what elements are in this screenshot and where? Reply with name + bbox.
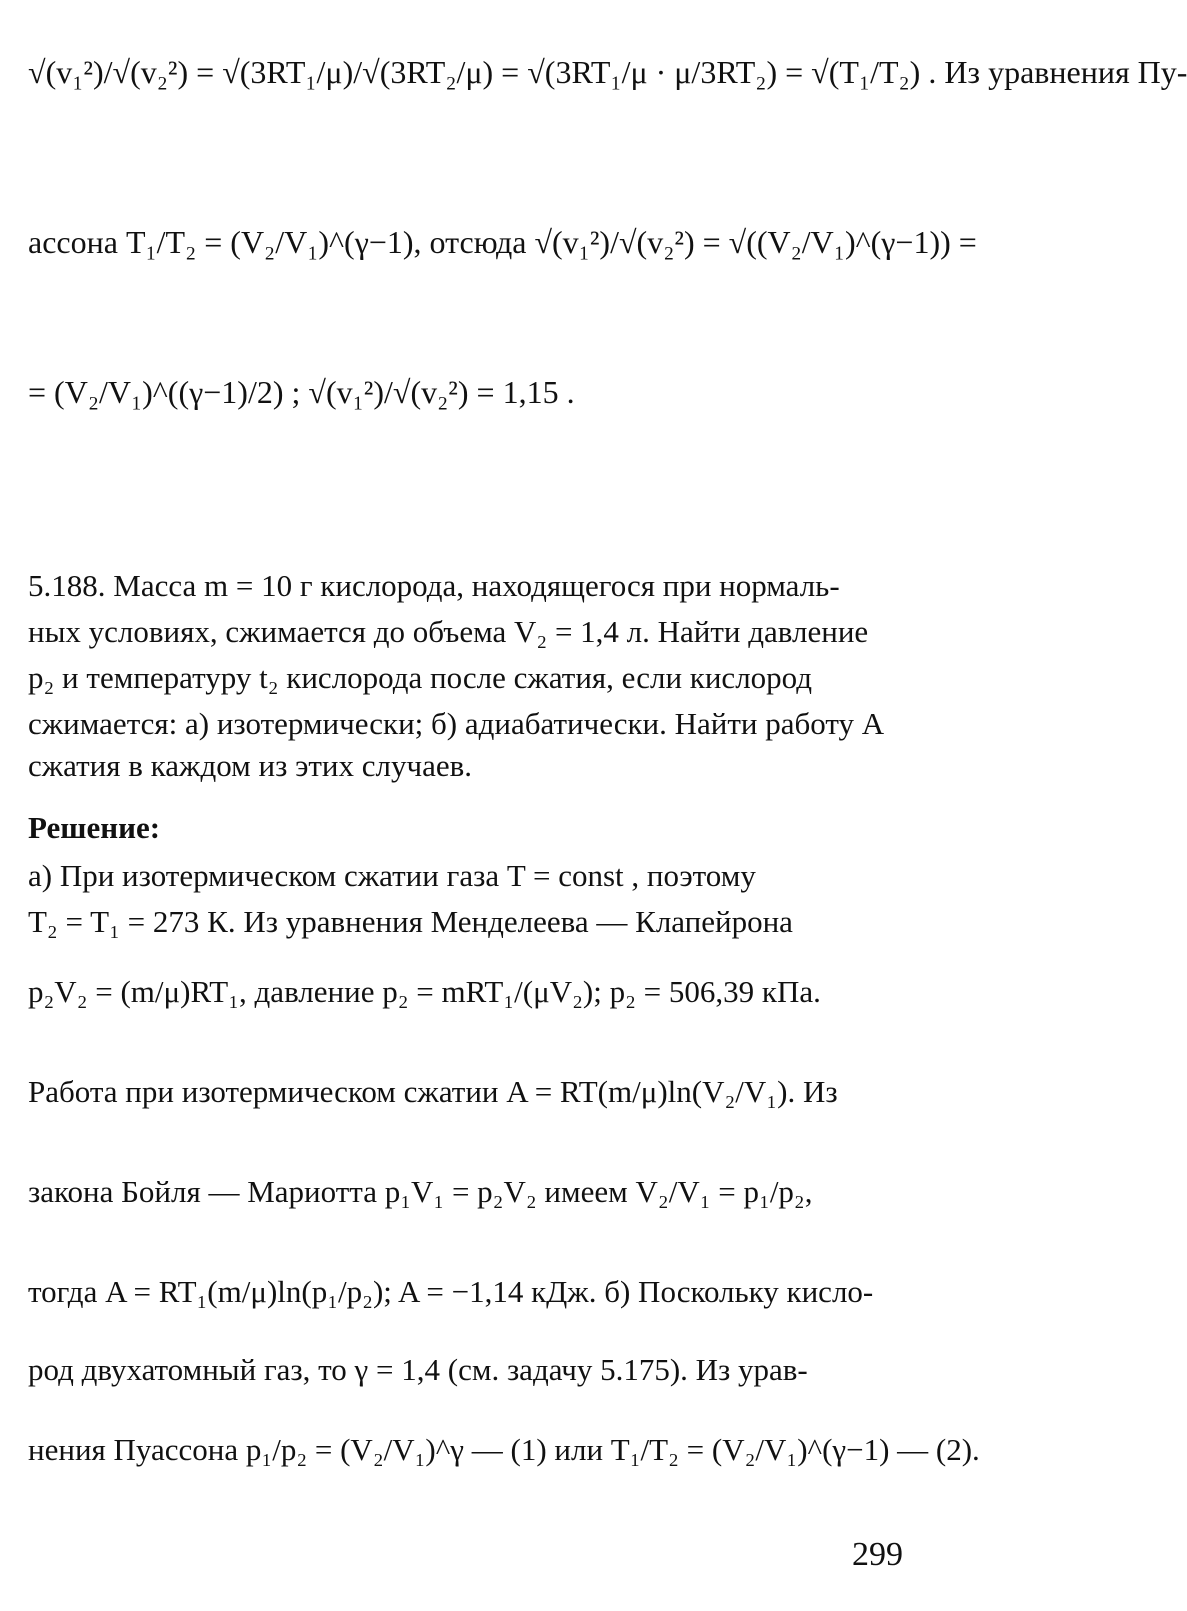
problem-line-2: ных условиях, сжимается до объема V₂ = 1,4 л. Найти давление <box>28 614 869 649</box>
solution-line-2: T₂ = T₁ = 273 К. Из уравнения Менделеева — Клапейрона <box>28 904 793 939</box>
formula-line-1: √(v₁²)/√(v₂²) = √(3RT₁/μ)/√(3RT₂/μ) = √(3RT₁/μ · μ/3RT₂) = √(T₁/T₂) . Из уравнения Пу- <box>28 54 1187 90</box>
solution-line-3: p₂V₂ = (m/μ)RT₁, давление p₂ = mRT₁/(μV₂); p₂ = 506,39 кПа. <box>28 974 821 1009</box>
page-number: 299 <box>852 1536 903 1573</box>
problem-line-4: сжимается: а) изотермически; б) адиабатически. Найти работу A <box>28 706 885 741</box>
formula-line-3: = (V₂/V₁)^((γ−1)/2) ; √(v₁²)/√(v₂²) = 1,15 . <box>28 374 575 410</box>
solution-line-8: нения Пуассона p₁/p₂ = (V₂/V₁)^γ — (1) или T₁/T₂ = (V₂/V₁)^(γ−1) — (2). <box>28 1432 980 1467</box>
solution-line-6: тогда A = RT₁(m/μ)ln(p₁/p₂); A = −1,14 кДж. б) Поскольку кисло- <box>28 1274 874 1309</box>
solution-line-1: а) При изотермическом сжатии газа T = const , поэтому <box>28 858 756 893</box>
solution-heading: Решение: <box>28 810 161 845</box>
solution-line-5: закона Бойля — Мариотта p₁V₁ = p₂V₂ имеем V₂/V₁ = p₁/p₂, <box>28 1174 813 1209</box>
problem-line-5: сжатия в каждом из этих случаев. <box>28 748 472 783</box>
solution-line-7: род двухатомный газ, то γ = 1,4 (см. задачу 5.175). Из урав- <box>28 1352 808 1387</box>
solution-line-4: Работа при изотермическом сжатии A = RT(m/μ)ln(V₂/V₁). Из <box>28 1074 838 1109</box>
formula-line-2: ассона T₁/T₂ = (V₂/V₁)^(γ−1), отсюда √(v₁²)/√(v₂²) = √((V₂/V₁)^(γ−1)) = <box>28 224 977 260</box>
problem-line-1: 5.188. Масса m = 10 г кислорода, находящегося при нормаль- <box>28 568 840 603</box>
problem-line-3: p₂ и температуру t₂ кислорода после сжатия, если кислород <box>28 660 813 695</box>
